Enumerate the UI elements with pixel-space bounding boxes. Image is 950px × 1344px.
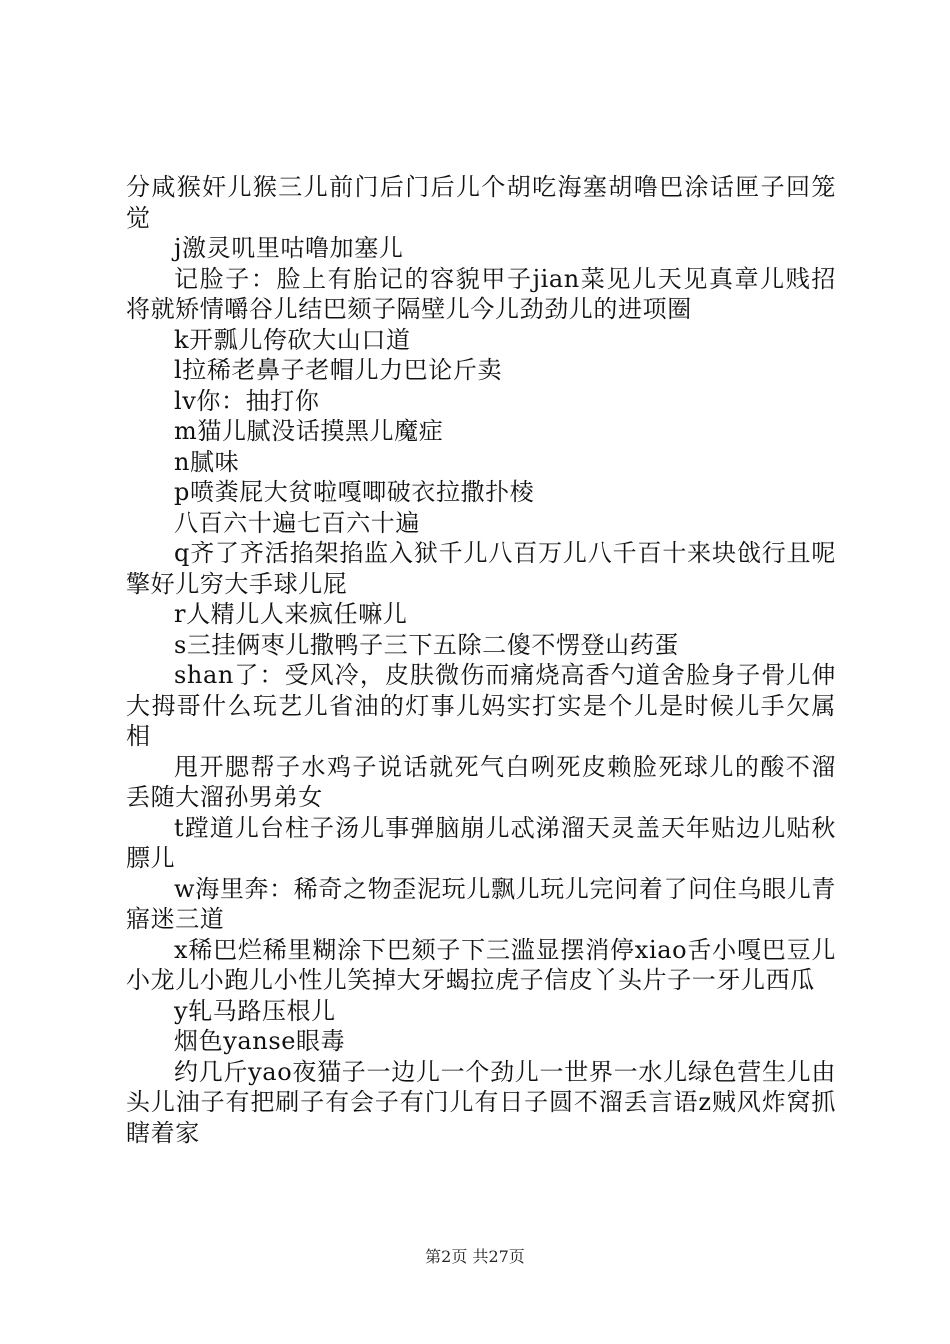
paragraph: 烟色yanse眼毒 xyxy=(174,1027,346,1055)
paragraph: t蹚道儿台柱子汤儿事弹脑崩儿忒涕溜天灵盖天年贴边儿贴秋膘儿 xyxy=(126,813,836,872)
paragraph: r人精儿人来疯任嘛儿 xyxy=(174,600,408,628)
paragraph: j激灵叽里咕噜加塞儿 xyxy=(174,234,404,262)
paragraph: p喷粪屁大贫啦嘎唧破衣拉撒扑棱 xyxy=(174,478,535,506)
paragraph: 八百六十遍七百六十遍 xyxy=(174,508,420,537)
paragraph: n腻味 xyxy=(174,447,240,476)
paragraph: k开瓢儿侉砍大山口道 xyxy=(174,325,411,354)
paragraph: lv你：抽打你 xyxy=(174,386,320,415)
paragraph: 甩开腮帮子水鸡子说话就死气白咧死皮赖脸死球儿的酸不溜丢随大溜孙男弟女 xyxy=(126,752,836,811)
paragraph: y轧马路压根儿 xyxy=(174,996,336,1025)
paragraph: q齐了齐活掐架掐监入狱千儿八百万儿八千百十来块戗行且呢擎好儿穷大手球儿屁 xyxy=(126,539,836,598)
paragraph: l拉稀老鼻子老帽儿力巴论斤卖 xyxy=(174,356,503,384)
paragraph: 记脸子：脸上有胎记的容貌甲子jian菜见儿天见真章儿贱招将就矫情嚼谷儿结巴颏子隔壁儿今儿劲劲儿的进项圈 xyxy=(126,264,836,323)
paragraph: shan了：受风冷，皮肤微伤而痛烧高香勺道舍脸身子骨儿伸大拇哥什么玩艺儿省油的灯事儿妈实打实是个儿是时候儿手欠属相 xyxy=(126,661,836,750)
page-footer xyxy=(0,1244,950,1267)
page-number: 第2页 共27页 xyxy=(425,1247,525,1266)
paragraph: 分咸猴奸儿猴三儿前门后门后儿个胡吃海塞胡噜巴涂话匣子回笼觉 xyxy=(126,173,836,232)
paragraph: x稀巴烂稀里糊涂下巴颏子下三滥显摆消停xiao舌小嘎巴豆儿小龙儿小跑儿小性儿笑掉大牙蝎拉虎子信皮丫头片子一牙儿西瓜 xyxy=(126,935,836,994)
document-body xyxy=(126,172,836,1148)
paragraph: s三挂俩枣儿撒鸭子三下五除二傻不愣登山药蛋 xyxy=(174,630,679,659)
paragraph: w海里奔：稀奇之物歪泥玩儿飘儿玩儿完问着了问住乌眼儿青寤迷三道 xyxy=(126,874,836,933)
paragraph: m猫儿腻没话摸黑儿魔症 xyxy=(174,417,444,445)
paragraph: 约几斤yao夜猫子一边儿一个劲儿一世界一水儿绿色营生儿由头儿油子有把刷子有会子有门儿有日子圆不溜丢言语z贼风炸窝抓瞎着家 xyxy=(126,1057,836,1147)
